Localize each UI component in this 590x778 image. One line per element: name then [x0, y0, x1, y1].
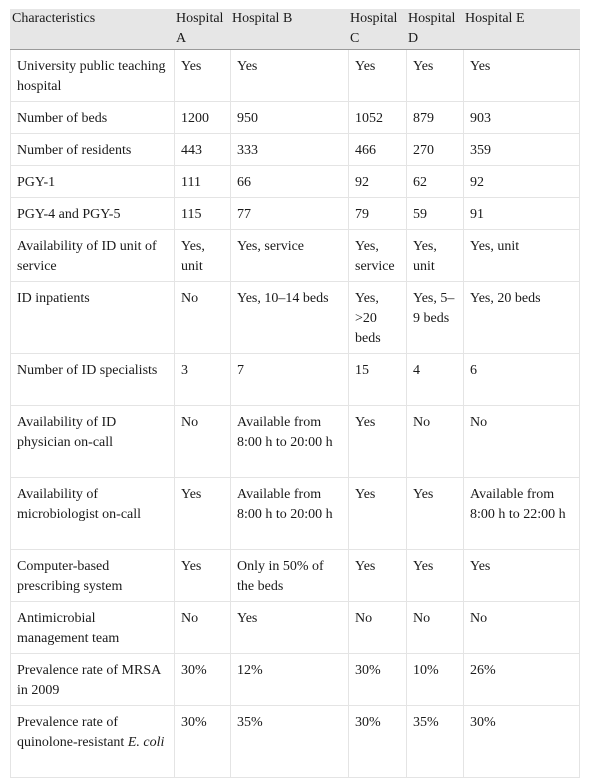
table-cell: No [174, 406, 230, 478]
table-cell: Yes [348, 550, 406, 602]
table-cell: 66 [230, 166, 348, 198]
table-cell: 443 [174, 134, 230, 166]
table-row [10, 198, 580, 230]
column-header-hospital-d: Hospital D [406, 9, 463, 50]
table-cell: 115 [174, 198, 230, 230]
table-cell: 77 [230, 198, 348, 230]
table-cell: 359 [463, 134, 580, 166]
table-row [10, 230, 580, 282]
row-label: Number of beds [10, 102, 174, 134]
table-cell: 15 [348, 354, 406, 406]
hospital-characteristics-table [10, 9, 580, 778]
table-cell: 950 [230, 102, 348, 134]
table-cell: Yes [230, 50, 348, 102]
table-cell: Yes, 20 beds [463, 282, 580, 354]
table-cell: 30% [174, 654, 230, 706]
table-cell: 91 [463, 198, 580, 230]
table-row [10, 406, 580, 478]
table-cell: No [174, 282, 230, 354]
table-row [10, 654, 580, 706]
column-header-hospital-e: Hospital E [463, 9, 580, 50]
table-cell: 1200 [174, 102, 230, 134]
table-cell: 7 [230, 354, 348, 406]
hospital-characteristics-table-container [10, 9, 580, 778]
table-cell: 12% [230, 654, 348, 706]
table-cell: No [463, 602, 580, 654]
table-cell: 6 [463, 354, 580, 406]
table-cell: 30% [463, 706, 580, 778]
column-header-characteristics: Characteristics [10, 9, 174, 50]
table-cell: Yes, unit [174, 230, 230, 282]
table-cell: 3 [174, 354, 230, 406]
table-cell: Yes [174, 50, 230, 102]
table-cell: 62 [406, 166, 463, 198]
row-label: PGY-4 and PGY-5 [10, 198, 174, 230]
table-row [10, 134, 580, 166]
table-cell: No [348, 602, 406, 654]
table-row [10, 602, 580, 654]
table-cell: Yes, >20 beds [348, 282, 406, 354]
table-cell: Yes [406, 50, 463, 102]
table-row [10, 354, 580, 406]
table-cell: 92 [348, 166, 406, 198]
row-label: ID inpatients [10, 282, 174, 354]
row-label: Availability of microbiologist on-call [10, 478, 174, 550]
table-cell: Available from 8:00 h to 22:00 h [463, 478, 580, 550]
table-cell: No [406, 406, 463, 478]
table-cell: 35% [406, 706, 463, 778]
table-cell: Yes [348, 478, 406, 550]
table-cell: Yes [463, 550, 580, 602]
table-cell: 270 [406, 134, 463, 166]
table-cell: 111 [174, 166, 230, 198]
row-label: Number of ID specialists [10, 354, 174, 406]
table-row [10, 282, 580, 354]
row-label: Number of residents [10, 134, 174, 166]
table-cell: 1052 [348, 102, 406, 134]
table-cell: Yes [230, 602, 348, 654]
row-label-text: Prevalence rate of quinolone-resistant [17, 715, 125, 750]
table-cell: No [174, 602, 230, 654]
column-header-hospital-a: Hospital A [174, 9, 230, 50]
table-row [10, 550, 580, 602]
table-cell: 466 [348, 134, 406, 166]
table-cell: 333 [230, 134, 348, 166]
table-cell: No [463, 406, 580, 478]
table-cell: Yes, 5–9 beds [406, 282, 463, 354]
table-row [10, 166, 580, 198]
row-label [10, 706, 174, 778]
table-cell: Yes [348, 406, 406, 478]
row-label: Computer-based prescribing system [10, 550, 174, 602]
row-label: Availability of ID unit of service [10, 230, 174, 282]
table-row [10, 706, 580, 778]
table-cell: 35% [230, 706, 348, 778]
table-cell: 30% [348, 654, 406, 706]
row-label-organism: E. coli [127, 735, 165, 750]
column-header-hospital-b: Hospital B [230, 9, 348, 50]
table-cell: Yes [406, 478, 463, 550]
table-cell: Available from 8:00 h to 20:00 h [230, 478, 348, 550]
table-cell: No [406, 602, 463, 654]
table-cell: Yes, unit [463, 230, 580, 282]
table-cell: Yes, 10–14 beds [230, 282, 348, 354]
table-cell: 26% [463, 654, 580, 706]
table-cell: 4 [406, 354, 463, 406]
table-cell: Available from 8:00 h to 20:00 h [230, 406, 348, 478]
row-label: University public teaching hospital [10, 50, 174, 102]
table-cell: 79 [348, 198, 406, 230]
table-cell: Yes [174, 478, 230, 550]
table-cell: 92 [463, 166, 580, 198]
table-header-row [10, 9, 580, 50]
table-cell: Yes [406, 550, 463, 602]
row-label: Antimicrobial management team [10, 602, 174, 654]
table-cell: Yes, unit [406, 230, 463, 282]
table-cell: 30% [174, 706, 230, 778]
table-cell: Only in 50% of the beds [230, 550, 348, 602]
table-row [10, 50, 580, 102]
row-label: Prevalence rate of MRSA in 2009 [10, 654, 174, 706]
table-row [10, 102, 580, 134]
table-cell: Yes [348, 50, 406, 102]
table-cell: Yes [463, 50, 580, 102]
row-label: Availability of ID physician on-call [10, 406, 174, 478]
column-header-hospital-c: Hospital C [348, 9, 406, 50]
table-cell: 879 [406, 102, 463, 134]
table-cell: 903 [463, 102, 580, 134]
table-cell: Yes [174, 550, 230, 602]
table-cell: Yes, service [348, 230, 406, 282]
table-cell: 10% [406, 654, 463, 706]
table-cell: 59 [406, 198, 463, 230]
table-row [10, 478, 580, 550]
row-label: PGY-1 [10, 166, 174, 198]
table-cell: Yes, service [230, 230, 348, 282]
table-cell: 30% [348, 706, 406, 778]
